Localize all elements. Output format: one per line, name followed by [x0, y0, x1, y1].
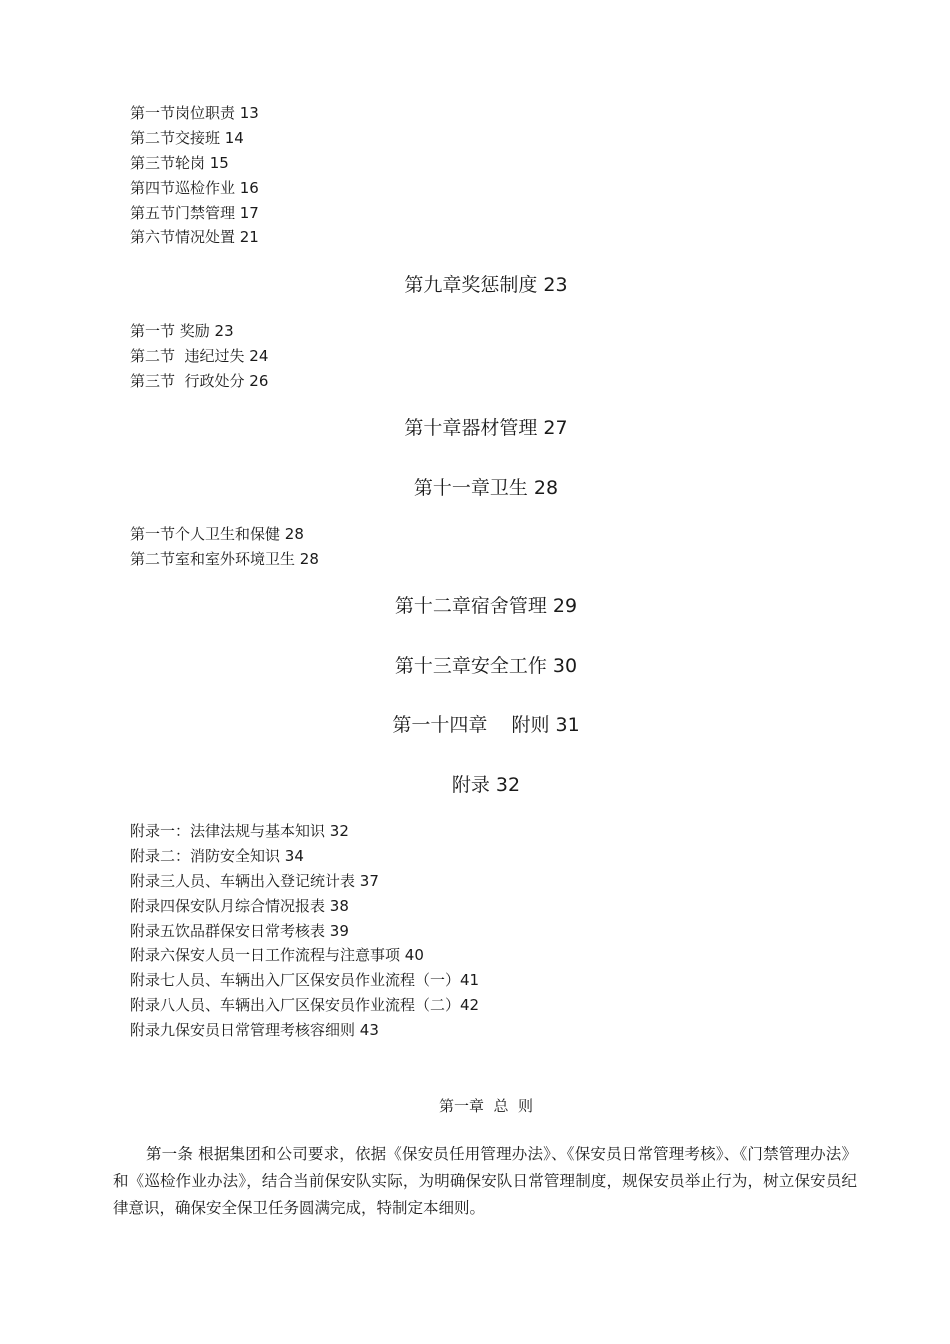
toc-entry[interactable]: 第一节 奖励 23 [130, 322, 234, 340]
toc-appendix-list [130, 819, 479, 1043]
toc-entry[interactable]: 附录八人员、车辆出入厂区保安员作业流程（二）42 [130, 996, 480, 1015]
toc-section-list-chapter8 [130, 101, 259, 250]
toc-entry[interactable]: 第二节 违纪过失 24 [130, 346, 269, 365]
toc-chapter-10[interactable]: 第十章器材管理 27 [404, 417, 568, 439]
toc-entry[interactable]: 附录三人员、车辆出入登记统计表 37 [130, 871, 379, 890]
toc-entry[interactable]: 第四节巡检作业 16 [130, 178, 259, 197]
toc-entry[interactable]: 附录二：消防安全知识 34 [130, 846, 304, 865]
toc-entry[interactable]: 第三节 行政处分 26 [130, 371, 269, 390]
toc-entry[interactable]: 第二节室和室外环境卫生 28 [130, 549, 319, 568]
toc-chapter-9[interactable]: 第九章奖惩制度 23 [404, 274, 568, 296]
toc-section-list-chapter9 [130, 319, 268, 394]
toc-section-list-chapter11 [130, 522, 319, 572]
toc-chapter-13[interactable]: 第十三章安全工作 30 [394, 655, 578, 677]
toc-entry[interactable]: 第一节个人卫生和保健 28 [130, 525, 304, 543]
toc-entry[interactable]: 附录六保安人员一日工作流程与注意事项 40 [130, 946, 424, 965]
toc-entry[interactable]: 第一节岗位职责 13 [130, 104, 259, 122]
toc-entry[interactable]: 第二节交接班 14 [130, 128, 244, 147]
toc-entry[interactable]: 第六节情况处置 21 [130, 228, 259, 247]
toc-entry[interactable]: 第三节轮岗 15 [130, 153, 229, 172]
chapter-1-heading: 第一章 总 则 [438, 1097, 534, 1115]
toc-appendix[interactable]: 附录 32 [451, 774, 521, 796]
toc-entry[interactable]: 附录一：法律法规与基本知识 32 [130, 822, 349, 840]
article-1-paragraph: 第一条 根据集团和公司要求，依据《保安员任用管理办法》、《保安员日常管理考核》、《门禁管理办法》和《巡检作业办法》，结合当前保安队实际，为明确保安队日常管理制度，规保安员举止行为，树立保安员纪律意识，确保安全保卫任务圆满完成，特制定本细则。 [113, 1145, 857, 1217]
toc-entry[interactable]: 附录九保安员日常管理考核容细则 43 [130, 1021, 379, 1040]
toc-chapter-11[interactable]: 第十一章卫生 28 [413, 477, 559, 499]
toc-entry[interactable]: 附录七人员、车辆出入厂区保安员作业流程（一）41 [130, 971, 480, 990]
toc-chapter-12[interactable]: 第十二章宿舍管理 29 [394, 595, 578, 617]
toc-entry[interactable]: 附录五饮品群保安日常考核表 39 [130, 921, 349, 940]
toc-entry[interactable]: 第五节门禁管理 17 [130, 203, 259, 222]
toc-chapter-14[interactable]: 第一十四章 附则 31 [392, 714, 580, 736]
toc-entry[interactable]: 附录四保安队月综合情况报表 38 [130, 896, 349, 915]
